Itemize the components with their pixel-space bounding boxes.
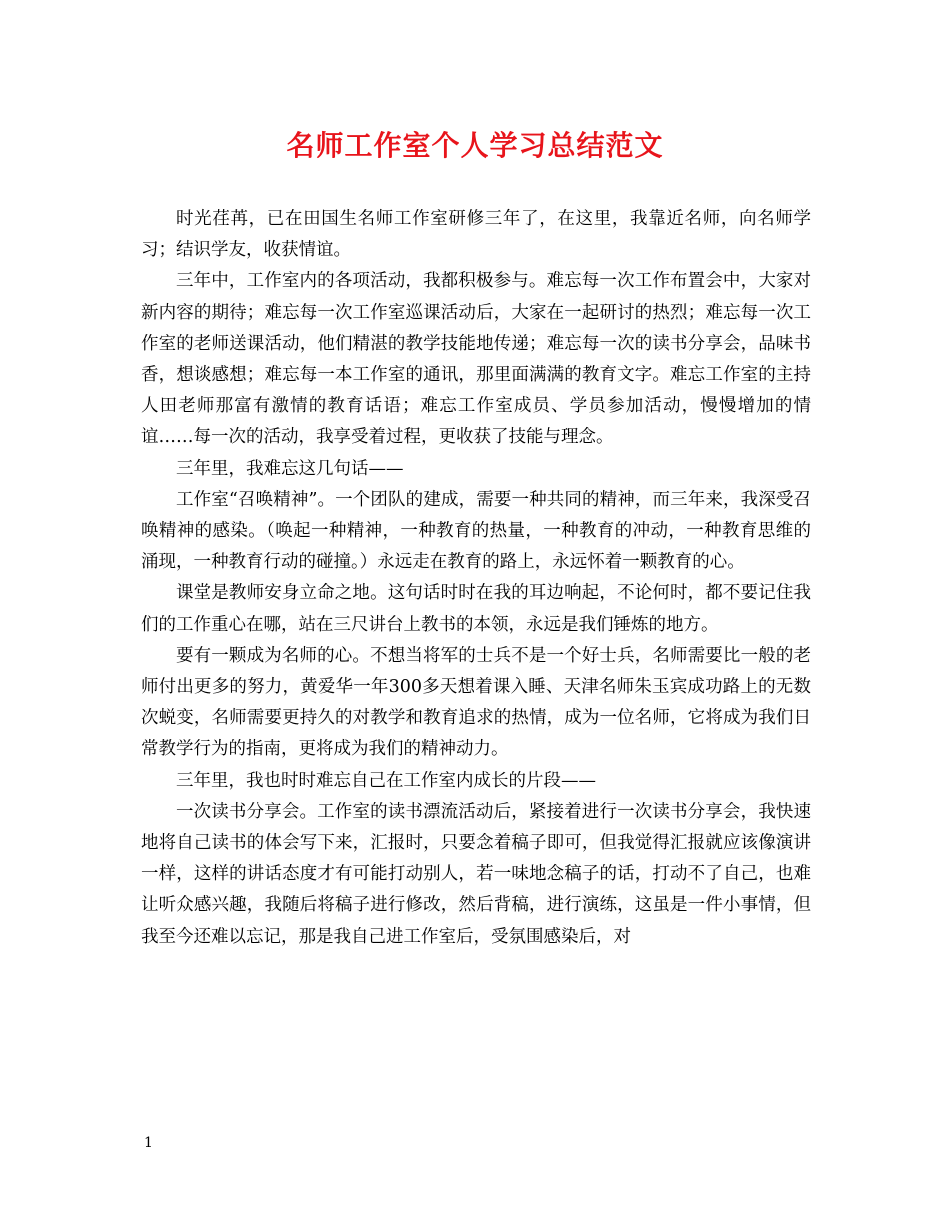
paragraph: 三年中，工作室内的各项活动，我都积极参与。难忘每一次工作布置会中，大家对新内容的期待；难忘每一次工作室巡课活动后，大家在一起研讨的热烈；难忘每一次工作室的老师送课活动，他们精湛的教学技能地传递；难忘每一次的读书分享会，品味书香，想谈感想；难忘每一本工作室的通讯，那里面满满的教育文字。难忘工作室的主持人田老师那富有激情的教育话语；难忘工作室成员、学员参加活动，慢慢增加的情谊……每一次的活动，我享受着过程，更收获了技能与理念。 [141, 271, 811, 448]
document-title: 名师工作室个人学习总结范文 [286, 129, 664, 162]
paragraph: 三年里，我也时时难忘自己在工作室内成长的片段—— [176, 770, 596, 791]
paragraph: 一次读书分享会。工作室的读书漂流活动后，紧接着进行一次读书分享会，我快速地将自己读书的体会写下来，汇报时，只要念着稿子即可，但我觉得汇报就应该像演讲一样，这样的讲话态度才有可能打动别人，若一味地念稿子的话，打动不了自己，也难让听众感兴趣，我随后将稿子进行修改，然后背稿，进行演练，这虽是一件小事情，但我至今还难以忘记，那是我自己进工作室后，受氛围感染后，对 [141, 801, 811, 947]
page-number: 1 [144, 1135, 153, 1151]
paragraph: 三年里，我难忘这几句话—— [176, 458, 404, 479]
paragraph: 课堂是教师安身立命之地。这句话时时在我的耳边响起，不论何时，都不要记住我们的工作重心在哪，站在三尺讲台上教书的本领，永远是我们锤炼的地方。 [141, 583, 811, 635]
paragraph: 要有一颗成为名师的心。不想当将军的士兵不是一个好士兵，名师需要比一般的老师付出更多的努力，黄爱华一年300多天想着课入睡、天津名师朱玉宾成功路上的无数次蜕变，名师需要更持久的对教学和教育追求的热情，成为一位名师，它将成为我们日常教学行为的指南，更将成为我们的精神动力。 [141, 645, 811, 760]
paragraph: 工作室“召唤精神”。一个团队的建成，需要一种共同的精神，而三年来，我深受召唤精神的感染。（唤起一种精神，一种教育的热量，一种教育的冲动，一种教育思维的涌现，一种教育行动的碰撞。）永远走在教育的路上，永远怀着一颗教育的心。 [141, 489, 811, 573]
paragraph: 时光荏苒，已在田国生名师工作室研修三年了，在这里，我靠近名师，向名师学习；结识学友，收获情谊。 [141, 209, 811, 261]
document-body [141, 204, 811, 953]
